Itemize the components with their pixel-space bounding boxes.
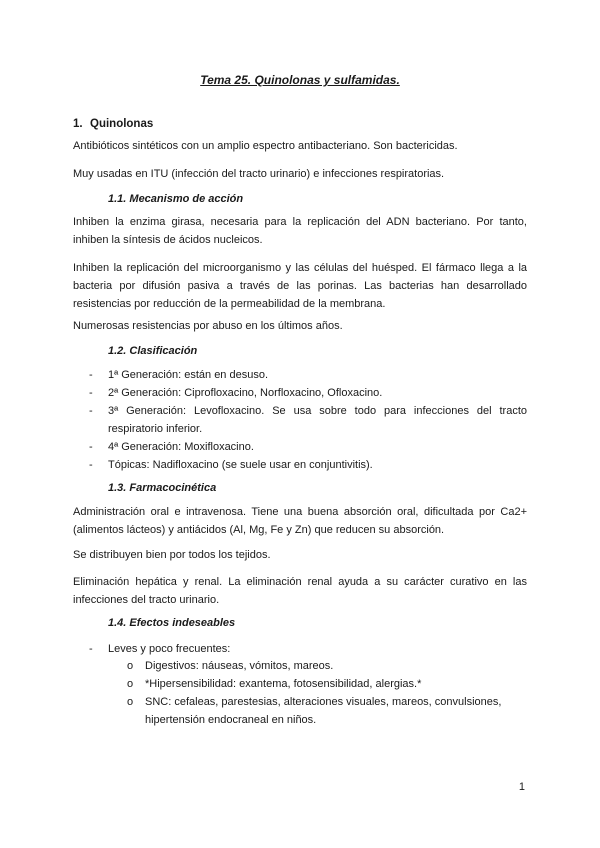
sublist-item: o SNC: cefaleas, parestesias, alteraciones visuales, mareos, convulsiones, hipertensión endocraneal en niños.: [127, 693, 527, 729]
dash-bullet: -: [89, 643, 93, 655]
section-number: 1.: [73, 118, 83, 130]
dash-bullet: -: [89, 441, 93, 453]
paragraph-eliminacion: Eliminación hepática y renal. La eliminación renal ayuda a su carácter curativo en las infecciones del tracto urinario.: [73, 576, 527, 606]
dash-bullet: -: [89, 387, 93, 399]
circle-bullet: o: [127, 660, 134, 672]
dash-bullet: -: [89, 459, 93, 471]
paragraph-distribucion: Se distribuyen bien por todos los tejidos.: [73, 549, 271, 561]
document-title: Tema 25. Quinolonas y sulfamidas.: [200, 73, 400, 87]
list-item: - 4ª Generación: Moxifloxacino.: [89, 438, 527, 456]
page-number: 1: [518, 781, 525, 793]
paragraph-intro: Antibióticos sintéticos con un amplio espectro antibacteriano. Son bactericidas.: [73, 140, 458, 152]
dash-bullet: -: [89, 405, 93, 417]
sublist-item: o Digestivos: náuseas, vómitos, mareos.: [127, 657, 527, 675]
list-item: - 1ª Generación: están en desuso.: [89, 366, 527, 384]
subsection-heading-farmacocinetica: 1.3. Farmacocinética: [108, 482, 217, 494]
paragraph-administracion: Administración oral e intravenosa. Tiene una buena absorción oral, dificultada por Ca2+ (alimentos lácteos) y antiácidos (Al, Mg, Fe y Zn) que reducen su absorción.: [73, 506, 527, 536]
paragraph-replicacion: Inhiben la replicación del microorganismo y las células del huésped. El fármaco llega a la bacteria por difusión pasiva a través de las porinas. Las bacterias han desarrollado resistencias por reducción de la permeabilidad de la membrana.: [73, 262, 527, 310]
sublist-item: o *Hipersensibilidad: exantema, fotosensibilidad, alergias.*: [127, 675, 527, 693]
subsection-heading-efectos: 1.4. Efectos indeseables: [108, 617, 236, 629]
circle-bullet: o: [127, 678, 134, 690]
paragraph-mecanismo: Inhiben la enzima girasa, necesaria para la replicación del ADN bacteriano. Por tanto, inhiben la síntesis de ácidos nucleicos.: [73, 216, 527, 246]
subsection-heading-clasificacion: 1.2. Clasificación: [108, 345, 198, 357]
subsection-heading-mecanismo: 1.1. Mecanismo de acción: [108, 193, 244, 205]
list-item: - 3ª Generación: Levofloxacino. Se usa sobre todo para infecciones del tracto respiratorio inferior.: [89, 402, 527, 438]
paragraph-resistencias: Numerosas resistencias por abuso en los últimos años.: [73, 320, 343, 332]
list-item: - 2ª Generación: Ciprofloxacino, Norfloxacino, Ofloxacino.: [89, 384, 527, 402]
section-title: Quinolonas: [90, 118, 154, 130]
list-item: - Leves y poco frecuentes:: [89, 640, 527, 658]
list-item: - Tópicas: Nadifloxacino (se suele usar en conjuntivitis).: [89, 456, 527, 474]
circle-bullet: o: [127, 696, 134, 708]
dash-bullet: -: [89, 369, 93, 381]
paragraph-uses: Muy usadas en ITU (infección del tracto urinario) e infecciones respiratorias.: [73, 168, 445, 180]
section-heading-quinolonas: [73, 118, 153, 130]
